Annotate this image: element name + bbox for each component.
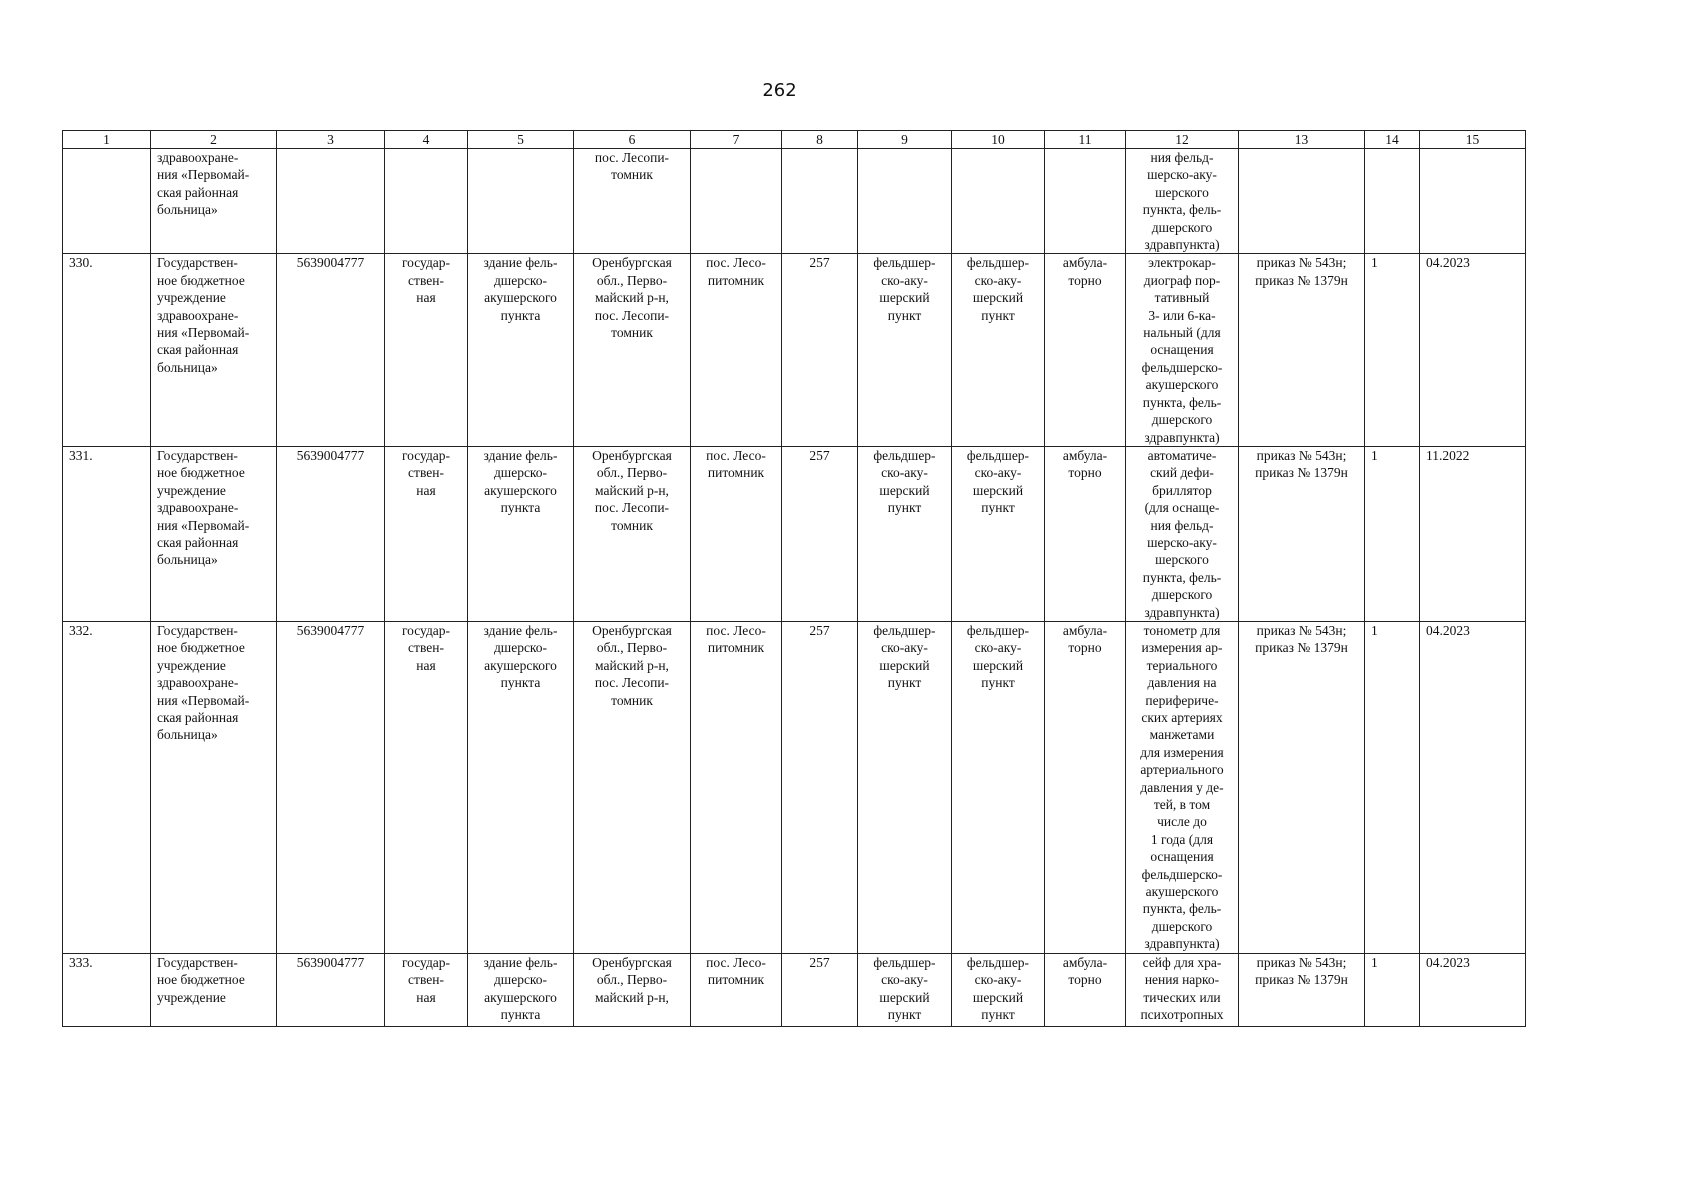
equipment-cell xyxy=(1126,621,1239,953)
cell-text-line: манжетами xyxy=(1149,727,1215,743)
cell-text-line: шерский xyxy=(879,989,930,1005)
cell-text-line: ния фельд- xyxy=(1150,150,1214,165)
cell-text-line: (для оснаще- xyxy=(1144,500,1220,516)
building-cell xyxy=(468,446,574,621)
locality-cell xyxy=(691,621,782,953)
org-cell xyxy=(151,254,277,446)
cell-text-line: дшерского xyxy=(1151,219,1213,235)
orders-cell xyxy=(1239,953,1365,1026)
column-number: 7 xyxy=(691,131,782,149)
column-number: 1 xyxy=(63,131,151,149)
cell-text-line: ная xyxy=(416,482,436,498)
cell-text-line: амбула- xyxy=(1062,447,1108,463)
continuation-row xyxy=(63,149,1526,254)
cell-text-line: ствен- xyxy=(408,272,444,288)
locality-cell xyxy=(691,446,782,621)
cell-text-line: ствен- xyxy=(408,972,444,988)
cell-text-line: акушерского xyxy=(1145,884,1219,900)
cell-text-line: приказ № 543н; xyxy=(1256,255,1347,271)
cell-text-line: пункта xyxy=(500,307,541,323)
inn-cell xyxy=(277,446,385,621)
cell-text-line: пункт xyxy=(981,307,1015,323)
cell-text-line: дшерского xyxy=(1151,587,1213,603)
unit-type-cell xyxy=(952,446,1045,621)
cell-text-line: 331. xyxy=(69,447,93,463)
cell-text-line: автоматиче- xyxy=(1147,447,1217,463)
cell-text-line: ско-аку- xyxy=(974,272,1022,288)
cell-text-line: дшерско- xyxy=(493,272,548,288)
cell-text-line: здравпункта) xyxy=(1144,237,1220,253)
cell-text-line: шерского xyxy=(1155,184,1209,200)
unit-type-cell xyxy=(952,953,1045,1026)
cell-text-line: периферичe- xyxy=(1145,692,1219,708)
cell-text-line: шерский xyxy=(972,482,1024,498)
cell-text-line: обл., Перво- xyxy=(596,972,668,988)
unit-type-cell xyxy=(858,953,952,1026)
table-row-number xyxy=(63,254,151,446)
cell-text-line: пос. Лесопи- xyxy=(594,500,670,516)
address-cell xyxy=(574,621,691,953)
cell-text-line: ский дефи- xyxy=(1150,465,1214,481)
cell-text-line: пункт xyxy=(887,500,922,516)
cell-text-line: 332. xyxy=(69,622,93,638)
cell-text-line: ния «Первомай- xyxy=(157,167,250,183)
cell-text-line: пункта, фель- xyxy=(1142,202,1222,218)
cell-text-line: артериального xyxy=(1140,762,1224,778)
table-row-number xyxy=(63,953,151,1026)
cell-text-line: торно xyxy=(1068,465,1102,481)
cell-text-line: шерский xyxy=(879,482,930,498)
cell-text-line: 5639004777 xyxy=(296,447,365,463)
cell-text-line: оснащения xyxy=(1150,849,1214,865)
cell-text-line: фельдшерско- xyxy=(1141,359,1223,375)
cell-text-line: пункт xyxy=(981,500,1015,516)
cell-text-line: ная xyxy=(416,290,436,306)
cell-text-line: здравоохране- xyxy=(157,150,239,165)
cell-text-line: пункт xyxy=(981,675,1015,691)
cell-text-line: фельдшер- xyxy=(966,954,1030,970)
address-cell xyxy=(574,149,691,254)
cell-text-line: 5639004777 xyxy=(296,622,365,638)
cell-text-line: торно xyxy=(1068,972,1102,988)
cell-text-line: 1 xyxy=(1371,622,1378,638)
cell-text-line: амбула- xyxy=(1062,255,1108,271)
org-cell xyxy=(151,621,277,953)
cell-text-line: обл., Перво- xyxy=(596,465,668,481)
cell-text-line: Государствен- xyxy=(157,447,238,463)
cell-text-line: государ- xyxy=(401,954,451,970)
table-row-number xyxy=(63,621,151,953)
cell-text-line: питомник xyxy=(707,465,765,481)
cell-text-line: ное бюджетное xyxy=(157,465,245,481)
cell-text-line: майский р-н, xyxy=(595,657,669,673)
cell-text-line: ско-аку- xyxy=(881,972,928,988)
care-form-cell xyxy=(1045,446,1126,621)
cell-text-line: питомник xyxy=(707,972,765,988)
column-number: 13 xyxy=(1239,131,1365,149)
cell-text-line: ско-аку- xyxy=(974,465,1022,481)
cell-text-line: здание фель- xyxy=(483,447,558,463)
cell-text-line: майский р-н, xyxy=(595,290,669,306)
cell-text-line: ско-аку- xyxy=(881,272,928,288)
cell-text-line: учреждение xyxy=(157,482,226,498)
cell-text-line: больница» xyxy=(157,552,218,568)
cell-text-line: ская районная xyxy=(157,184,239,200)
cell-text-line: майский р-н, xyxy=(595,989,669,1005)
cell-text-line: тей, в том xyxy=(1153,797,1211,813)
inn-cell xyxy=(277,953,385,1026)
cell-text-line: больница» xyxy=(157,727,218,743)
cell-text-line: 330. xyxy=(69,255,93,271)
column-number: 15 xyxy=(1420,131,1526,149)
cell-text-line: здравоохране- xyxy=(157,675,239,691)
cell-text-line: томник xyxy=(611,692,653,708)
quantity-cell xyxy=(1365,446,1420,621)
column-number: 2 xyxy=(151,131,277,149)
cell-text-line: 11.2022 xyxy=(1426,447,1470,463)
cell-text-line: психотропных xyxy=(1140,1006,1224,1022)
ownership-cell xyxy=(385,446,468,621)
cell-text-line: пос. Лесопи- xyxy=(594,675,670,691)
cell-text-line: учреждение xyxy=(157,989,226,1005)
cell-text-line: числе до xyxy=(1157,814,1207,830)
cell-text-line: диограф пор- xyxy=(1143,272,1221,288)
cell-text-line: ния «Первомай- xyxy=(157,325,250,341)
cell-text-line: томник xyxy=(611,517,653,533)
equipment-cell xyxy=(1126,953,1239,1026)
cell-text-line: приказ № 1379н xyxy=(1255,465,1348,481)
cell-text-line: здравоохране- xyxy=(157,500,239,516)
cell-text-line: 257 xyxy=(809,954,830,970)
date-cell xyxy=(1420,254,1526,446)
column-number: 3 xyxy=(277,131,385,149)
cell-text-line: амбула- xyxy=(1062,954,1108,970)
cell-text-line: ско-аку- xyxy=(974,972,1022,988)
cell-text-line: здание фель- xyxy=(483,255,558,271)
cell-text-line: фельдшер- xyxy=(873,447,936,463)
cell-text-line: пункт xyxy=(887,675,922,691)
cell-text-line: томник xyxy=(611,325,653,341)
cell-text-line: сейф для хра- xyxy=(1142,954,1222,970)
date-cell xyxy=(1420,621,1526,953)
cell-text-line: государ- xyxy=(401,622,451,638)
cell-text-line: ская районная xyxy=(157,342,239,358)
cell-text-line: тативный xyxy=(1154,290,1210,306)
cell-text-line: пос. Лесопи- xyxy=(594,150,670,165)
date-cell xyxy=(1420,953,1526,1026)
cell-text-line: шерский xyxy=(972,989,1024,1005)
cell-text-line: ско-аку- xyxy=(881,465,928,481)
ownership-cell xyxy=(385,621,468,953)
quantity-cell xyxy=(1365,953,1420,1026)
cell-text-line: ное бюджетное xyxy=(157,272,245,288)
cell-text-line: ное бюджетное xyxy=(157,972,245,988)
cell-text-line: 1 xyxy=(1371,447,1378,463)
cell-text-line: Государствен- xyxy=(157,255,238,271)
cell-text-line: здравпункта) xyxy=(1144,936,1220,952)
org-cell xyxy=(151,149,277,254)
cell-text-line: Оренбургская xyxy=(592,954,672,970)
inn-cell xyxy=(277,254,385,446)
building-cell xyxy=(468,254,574,446)
cell-text-line: дшерско- xyxy=(493,640,548,656)
cell-text-line: здание фель- xyxy=(483,954,558,970)
cell-text-line: учреждение xyxy=(157,657,226,673)
code-cell xyxy=(782,953,858,1026)
cell-text-line: торно xyxy=(1068,272,1102,288)
cell-text-line: ная xyxy=(416,989,436,1005)
cell-text-line: ская районная xyxy=(157,534,239,550)
cell-text-line: Государствен- xyxy=(157,954,238,970)
column-number: 12 xyxy=(1126,131,1239,149)
date-cell xyxy=(1420,446,1526,621)
unit-type-cell xyxy=(952,254,1045,446)
equipment-cell xyxy=(1126,446,1239,621)
cell-text-line: больница» xyxy=(157,202,218,218)
cell-text-line: 257 xyxy=(809,255,830,271)
cell-text-line: шерский xyxy=(972,657,1024,673)
cell-text-line: оснащения xyxy=(1150,342,1214,358)
cell-text-line: шерско-аку- xyxy=(1147,167,1217,183)
cell-text-line: пос. Лесо- xyxy=(706,622,766,638)
cell-text-line: пункта xyxy=(500,675,541,691)
cell-text-line: пункт xyxy=(887,307,922,323)
cell-text-line: приказ № 543н; xyxy=(1256,622,1347,638)
cell-text-line: Оренбургская xyxy=(592,622,672,638)
cell-text-line: акушерского xyxy=(484,989,557,1005)
cell-text-line: томник xyxy=(611,167,653,183)
cell-text-line: нальный (для xyxy=(1143,325,1221,341)
cell-text-line: приказ № 543н; xyxy=(1256,954,1347,970)
inn-cell xyxy=(277,621,385,953)
cell-text-line: фельдшер- xyxy=(873,622,936,638)
cell-text-line: дшерско- xyxy=(493,465,548,481)
table-row xyxy=(63,621,1526,953)
cell-text-line: питомник xyxy=(707,272,765,288)
cell-text-line: пос. Лесопи- xyxy=(594,307,670,323)
cell-text-line: обл., Перво- xyxy=(596,272,668,288)
column-number: 14 xyxy=(1365,131,1420,149)
cell-text-line: государ- xyxy=(401,255,451,271)
column-number: 5 xyxy=(468,131,574,149)
cell-text-line: фельдшерско- xyxy=(1141,866,1223,882)
cell-text-line: фельдшер- xyxy=(873,255,936,271)
cell-text-line: для измерения xyxy=(1140,744,1224,760)
cell-text-line: ствен- xyxy=(408,465,444,481)
column-number: 4 xyxy=(385,131,468,149)
column-number: 9 xyxy=(858,131,952,149)
cell-text-line: измерения ар- xyxy=(1141,640,1223,656)
cell-text-line: фельдшер- xyxy=(966,447,1030,463)
cell-text-line: 04.2023 xyxy=(1426,622,1470,638)
cell-text-line: ствен- xyxy=(408,640,444,656)
locality-cell xyxy=(691,254,782,446)
cell-text-line: 04.2023 xyxy=(1426,954,1470,970)
cell-text-line: ния «Первомай- xyxy=(157,692,250,708)
cell-text-line: шерского xyxy=(1155,552,1209,568)
cell-text-line: пункта, фель- xyxy=(1142,901,1222,917)
cell-text-line: здравоохране- xyxy=(157,307,239,323)
cell-text-line: торно xyxy=(1068,640,1102,656)
org-cell xyxy=(151,446,277,621)
cell-text-line: териального xyxy=(1146,657,1218,673)
cell-text-line: акушерского xyxy=(484,290,557,306)
org-cell xyxy=(151,953,277,1026)
cell-text-line: Оренбургская xyxy=(592,255,672,271)
code-cell xyxy=(782,254,858,446)
cell-text-line: ния фельд- xyxy=(1150,517,1214,533)
cell-text-line: приказ № 1379н xyxy=(1255,972,1348,988)
cell-text-line: 257 xyxy=(809,622,830,638)
cell-text-line: пункта xyxy=(500,500,541,516)
table-row xyxy=(63,953,1526,1026)
cell-text-line: дшерского xyxy=(1151,918,1213,934)
cell-text-line: пос. Лесо- xyxy=(706,447,766,463)
cell-text-line: больница» xyxy=(157,359,218,375)
cell-text-line: здание фель- xyxy=(483,622,558,638)
code-cell xyxy=(782,446,858,621)
cell-text-line: 1 xyxy=(1371,255,1378,271)
cell-text-line: учреждение xyxy=(157,290,226,306)
cell-text-line: фельдшер- xyxy=(966,255,1030,271)
table-row xyxy=(63,446,1526,621)
cell-text-line: 5639004777 xyxy=(296,255,365,271)
cell-text-line: здравпункта) xyxy=(1144,429,1220,445)
locality-cell xyxy=(691,953,782,1026)
cell-text-line: 5639004777 xyxy=(296,954,365,970)
cell-text-line: майский р-н, xyxy=(595,482,669,498)
cell-text-line: 3- или 6-ка- xyxy=(1148,307,1216,323)
cell-text-line: нения нарко- xyxy=(1144,972,1220,988)
cell-text-line: 333. xyxy=(69,954,93,970)
column-number-header-row xyxy=(63,131,1526,149)
cell-text-line: ская районная xyxy=(157,710,239,725)
table-row-number xyxy=(63,446,151,621)
cell-text-line: приказ № 1379н xyxy=(1255,272,1348,288)
cell-text-line: дшерского xyxy=(1151,412,1213,428)
orders-cell xyxy=(1239,254,1365,446)
column-number: 6 xyxy=(574,131,691,149)
cell-text-line: тонометр для xyxy=(1143,622,1221,638)
unit-type-cell xyxy=(952,621,1045,953)
cell-text-line: давления у де- xyxy=(1140,779,1224,795)
ownership-cell xyxy=(385,254,468,446)
cell-text-line: пос. Лесо- xyxy=(706,255,766,271)
cell-text-line: приказ № 1379н xyxy=(1255,640,1348,656)
cell-text-line: фельдшер- xyxy=(966,622,1030,638)
cell-text-line: государ- xyxy=(401,447,451,463)
cell-text-line: бриллятор xyxy=(1152,482,1212,498)
cell-text-line: ских артериях xyxy=(1141,710,1223,725)
unit-type-cell xyxy=(858,621,952,953)
cell-text-line: дшерско- xyxy=(493,972,548,988)
cell-text-line: пункта xyxy=(500,1006,541,1022)
equipment-cell xyxy=(1126,149,1239,254)
cell-text-line: фельдшер- xyxy=(873,954,936,970)
cell-text-line: электрокар- xyxy=(1148,255,1216,271)
cell-text-line: 1 года (для xyxy=(1150,831,1214,847)
cell-text-line: акушерского xyxy=(484,657,557,673)
code-cell xyxy=(782,621,858,953)
unit-type-cell xyxy=(858,254,952,446)
cell-text-line: ния «Первомай- xyxy=(157,517,250,533)
cell-text-line: пункт xyxy=(887,1006,922,1022)
cell-text-line: тических или xyxy=(1143,989,1221,1005)
cell-text-line: пос. Лесо- xyxy=(706,954,766,970)
cell-text-line: шерский xyxy=(879,290,930,306)
building-cell xyxy=(468,621,574,953)
care-form-cell xyxy=(1045,254,1126,446)
equipment-cell xyxy=(1126,254,1239,446)
cell-text-line: ное бюджетное xyxy=(157,640,245,656)
quantity-cell xyxy=(1365,621,1420,953)
cell-text-line: приказ № 543н; xyxy=(1256,447,1347,463)
address-cell xyxy=(574,953,691,1026)
cell-text-line: ная xyxy=(416,657,436,673)
care-form-cell xyxy=(1045,953,1126,1026)
cell-text-line: давления на xyxy=(1147,675,1217,691)
equipment-table xyxy=(62,130,1526,1027)
table-row xyxy=(63,254,1526,446)
cell-text-line: ско-аку- xyxy=(881,640,928,656)
table-body xyxy=(63,254,1526,1026)
quantity-cell xyxy=(1365,254,1420,446)
cell-text-line: шерско-аку- xyxy=(1147,534,1217,550)
cell-text-line: шерский xyxy=(972,290,1024,306)
address-cell xyxy=(574,446,691,621)
cell-text-line: 1 xyxy=(1371,954,1378,970)
cell-text-line: пункта, фель- xyxy=(1142,569,1222,585)
unit-type-cell xyxy=(858,446,952,621)
cell-text-line: пункт xyxy=(981,1006,1015,1022)
cell-text-line: питомник xyxy=(707,640,765,656)
cell-text-line: акушерского xyxy=(484,482,557,498)
cell-text-line: ско-аку- xyxy=(974,640,1022,656)
cell-text-line: здравпункта) xyxy=(1144,604,1220,620)
cell-text-line: амбула- xyxy=(1062,622,1108,638)
ownership-cell xyxy=(385,953,468,1026)
column-number: 8 xyxy=(782,131,858,149)
cell-text-line: 257 xyxy=(809,447,830,463)
building-cell xyxy=(468,953,574,1026)
column-number: 10 xyxy=(952,131,1045,149)
care-form-cell xyxy=(1045,621,1126,953)
orders-cell xyxy=(1239,621,1365,953)
cell-text-line: 04.2023 xyxy=(1426,255,1470,271)
page-number: 262 xyxy=(762,80,797,101)
cell-text-line: акушерского xyxy=(1145,377,1219,393)
orders-cell xyxy=(1239,446,1365,621)
column-number: 11 xyxy=(1045,131,1126,149)
cell-text-line: Оренбургская xyxy=(592,447,672,463)
cell-text-line: обл., Перво- xyxy=(596,640,668,656)
cell-text-line: шерский xyxy=(879,657,930,673)
address-cell xyxy=(574,254,691,446)
cell-text-line: Государствен- xyxy=(157,622,238,638)
cell-text-line: пункта, фель- xyxy=(1142,394,1222,410)
